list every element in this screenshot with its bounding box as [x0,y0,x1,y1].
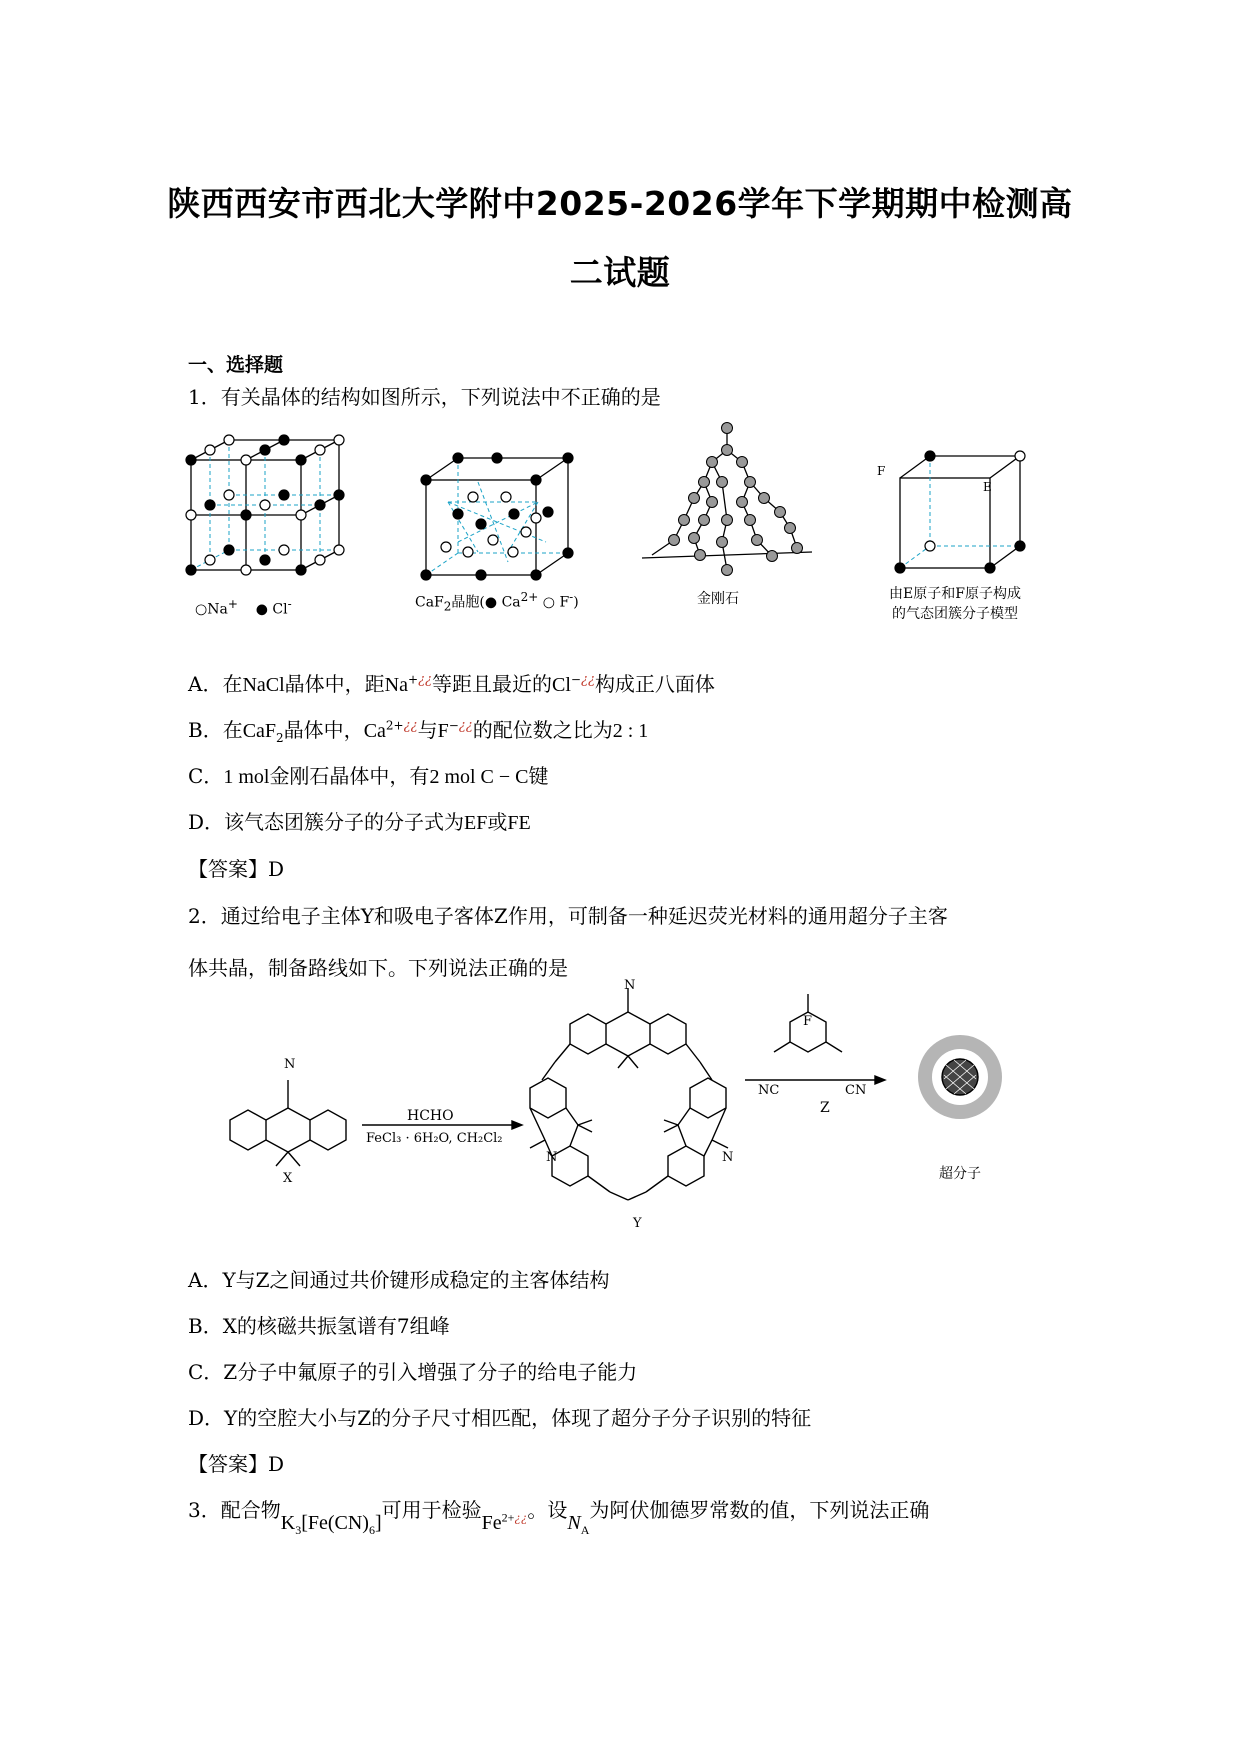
q1-option-b: B．在CaF$_2$晶体中，$Ca^{2+¿¿}$与F−¿¿的配位数之比为2 : 1 [188,718,649,745]
reaction-scheme [200,980,1060,1245]
q1-option-c: C．1 mol金刚石晶体中，有2 mol C − C键 [188,764,549,788]
ef-cluster-figure [880,448,1030,578]
x-nitrogen-label: N [284,1057,296,1072]
y-label: Y [633,1216,642,1231]
q2-option-b: B．X的核磁共振氢谱有7组峰 [188,1314,450,1338]
nacl-legend: ○Na+ ● Cl- [195,597,292,618]
q1-option-d: D．该气态团簇分子的分子式为EF或FE [188,810,531,834]
q2-stem-line2: 体共晶，制备路线如下。下列说法正确的是 [188,956,568,980]
q3-complex-formula: $K_3[Fe(CN)_6]$ [280,1512,382,1537]
z-fluorine-label: F [803,1014,813,1029]
page-title-line2: 二试题 [569,253,671,292]
q2-option-a: A．Y与Z之间通过共价键形成稳定的主客体结构 [188,1268,610,1292]
y-nitrogen-right: N [722,1150,734,1165]
x-label: X [283,1171,293,1186]
reagent-top: HCHO [407,1108,454,1124]
reagent-bottom: FeCl₃ · 6H₂O, CH₂Cl₂ [366,1131,503,1146]
page-title-line1: 陕西西安市西北大学附中2025-2026学年下学期期中检测高 [167,184,1073,223]
section-heading: 一、选择题 [188,354,284,376]
q2-option-d: D．Y的空腔大小与Z的分子尺寸相匹配，体现了超分子分子识别的特征 [188,1406,812,1430]
supramolecule-label: 超分子 [939,1166,981,1182]
y-nitrogen-left: N [546,1150,558,1165]
diamond-structure-figure [632,420,822,590]
cluster-label-e: E [983,480,992,494]
cluster-label-f: F [877,464,886,478]
q2-answer: 【答案】D [188,1452,285,1476]
z-cn-label: CN [845,1083,867,1098]
caf2-cell-figure [418,452,578,582]
nacl-crystal-figure [185,430,360,585]
q1-stem: 1．有关晶体的结构如图所示，下列说法中不正确的是 [188,385,661,409]
cluster-caption-line2: 的气态团簇分子模型 [892,606,1018,622]
z-nc-label: NC [758,1083,780,1098]
cluster-caption-line1: 由E原子和F原子构成 [889,586,1021,602]
diamond-caption: 金刚石 [697,591,739,607]
q1-option-a: A．在NaCl晶体中，距Na+¿¿等距且最近的Cl−¿¿构成正八面体 [188,672,715,696]
y-nitrogen-top: N [624,978,636,993]
q2-stem-line1: 2．通过给电子主体Y和吸电子客体Z作用，可制备一种延迟荧光材料的通用超分子主客 [188,904,948,928]
q3-stem: 3．配合物$K_3[Fe(CN)_6]$可用于检验$Fe^{2+¿¿}$。设$N_A$为阿伏伽德罗常数的值，下列说法正确 [188,1498,930,1537]
caf2-legend: CaF$_2$晶胞(● $Ca^{2+}$ ○ F-) [415,590,579,614]
q2-option-c: C．Z分子中氟原子的引入增强了分子的给电子能力 [188,1360,638,1384]
z-label: Z [820,1100,830,1116]
q1-answer: 【答案】D [188,857,285,881]
